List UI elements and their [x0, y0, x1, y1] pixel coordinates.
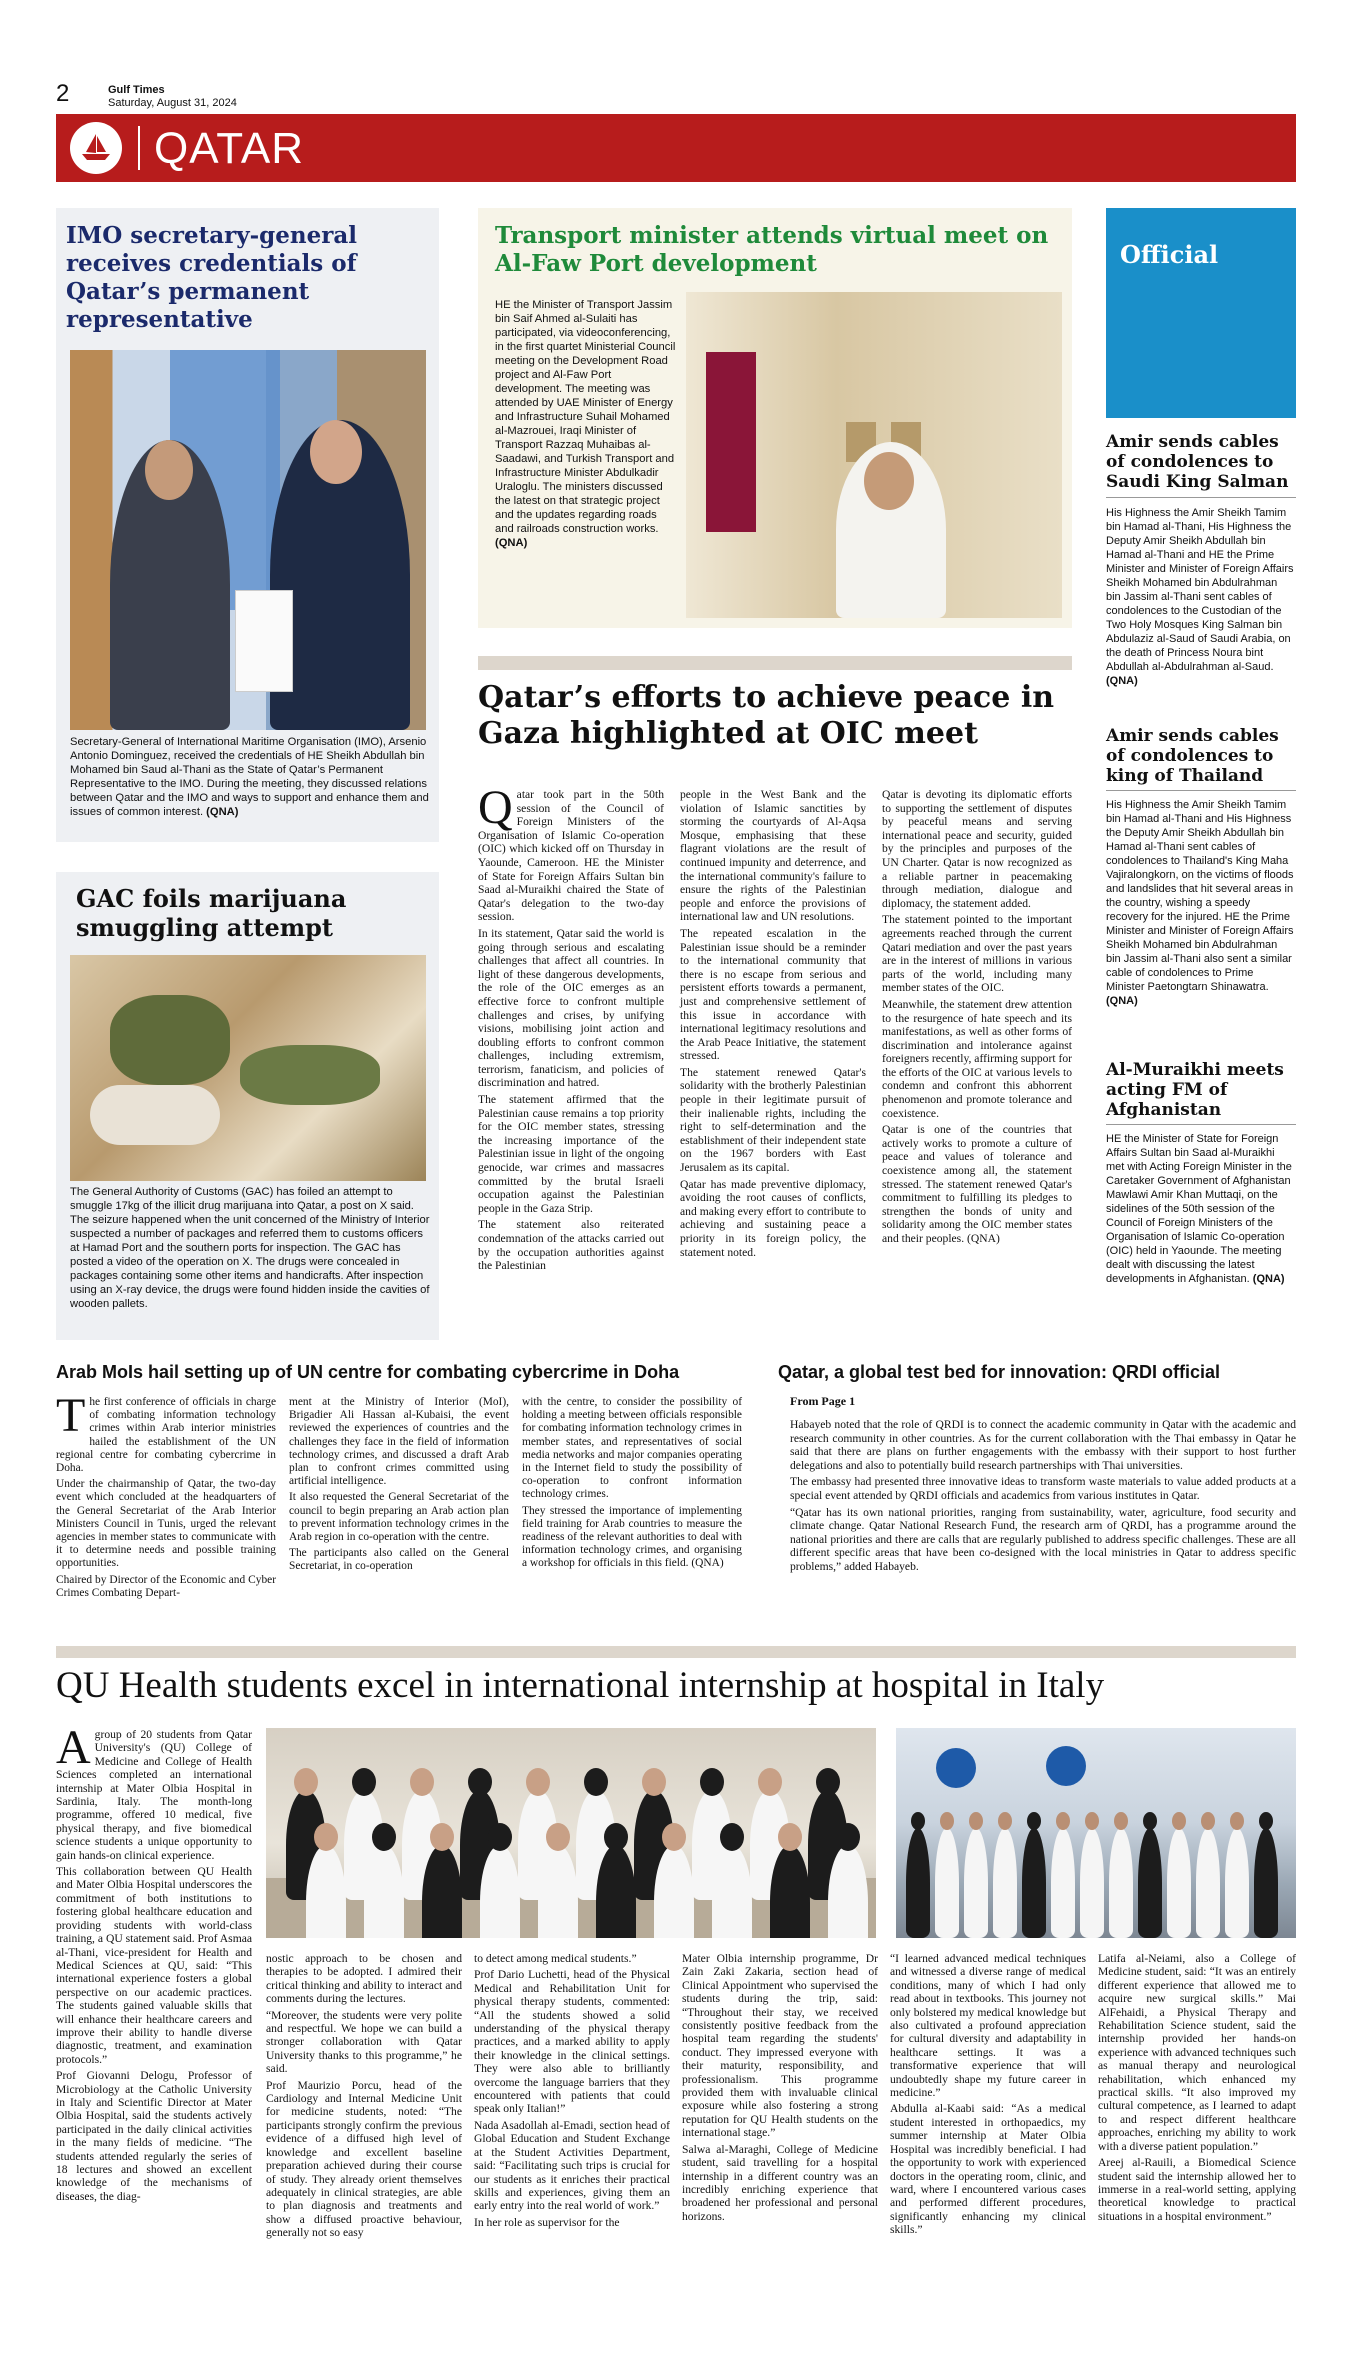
issue-date: Saturday, August 31, 2024 [108, 97, 237, 109]
student-figure [1051, 1828, 1075, 1938]
flag [706, 352, 756, 532]
student-head [1172, 1812, 1186, 1830]
student-figure [538, 1845, 578, 1938]
transport-photo [686, 292, 1062, 618]
official-item-2-headline: Amir sends cables of condolences to king of Thailand [1106, 726, 1279, 786]
transport-body: HE the Minister of Transport Jassim bin Saif Ahmed al-Sulaiti has participated, via videoconferencing, in the first quartet Ministerial Council meeting on the Development Road project and Al-Faw Port development. The meeting was attended by UAE Minister of Energy and Infrastructure Suhail Mohamed al-Mazrouei, Iraqi Minister of Transport Razzaq Muhaibas al-Saadawi, and Turkish Transport and Infrastructure Minister Abdulkadir Uraloglu. The ministers discussed the latest on that strategic project and the updates regarding roads and railroads construction works. (QNA) [495, 299, 676, 549]
section-banner [56, 114, 1296, 182]
official-label: Official [1120, 240, 1219, 269]
cyber-col-1: The first conference of officials in charge of combating information technology crimes within Arab interior ministries hailed the establishment of the UN regional centre for combating cybercrime in Doha. Under the chairmanship of Qatar, the two-day event which concluded at the headquarters of the General Secretariat of the Arab Interior Ministers Council in Tunis, urged the relevant agencies in member states to communicate with it to determine needs and possible training opportunities. Chaired by Director of the Economic and Cyber Crimes Combating Depart- [56, 1389, 276, 1599]
student-head [642, 1768, 666, 1796]
gaza-col-3: Qatar is devoting its diplomatic efforts to supporting the settlement of disputes by peaceful means and serving international peace and security, guided by the principles and purposes of the UN Charter. Qatar is now recognized as a reliable partner in peacemaking through mediation, dialogue and diplomacy, the statement added. The statement pointed to the important agreements reached through the current Qatari mediation and over the past years are in the interest of millions in various parts of the world, including many member states of the OIC. Meanwhile, the statement drew attention to the resurgence of hate speech and its manifestations, as well as other forms of discrimination and intolerance against foreigners recently, affirming support for the efforts of the OIC at various levels to condemn and confront this abhorrent phenomenon and promote tolerance and coexistence. Qatar is one of the countries that actively works to promote a culture of peace and values of tolerance and coexistence among all, the statement stressed. The statement renewed Qatar's commitment to fulfilling its pledges to strengthen the bonds of unity and solidarity among the OIC member states and their peoples. (QNA) [882, 788, 1072, 1245]
student-figure [906, 1828, 930, 1938]
student-head [314, 1823, 338, 1851]
student-head [430, 1823, 454, 1851]
qrdi-from-page: From Page 1 [790, 1394, 856, 1408]
qrdi-headline: Qatar, a global test bed for innovation: QRDI official [778, 1362, 1221, 1382]
student-figure [1225, 1828, 1249, 1938]
student-head [1143, 1812, 1157, 1830]
imo-headline: IMO secretary-general receives credentials of Qatar’s permanent representative [66, 222, 357, 333]
qu-group-photo [266, 1728, 876, 1938]
student-head [969, 1812, 983, 1830]
official-item-2-body: His Highness the Amir Sheikh Tamim bin Hamad al-Thani and His Highness the Deputy Amir Sheikh Abdullah bin Hamad al-Thani sent cables of condolences to Thailand's King Maha Vajiralongkorn, on the victims of floods and landslides that hit several areas in the country, wishing a speedy recovery for the injured. HE the Prime Minister and Minister of Foreign Affairs Sheikh Mohamed bin Abdulrahman bin Jassim al-Thani also sent a similar cable of condolences to Prime Minister Paetongtarn Shinawatra. (QNA) [1106, 799, 1294, 1007]
hospital-sign [936, 1748, 976, 1788]
student-head [1114, 1812, 1128, 1830]
student-head [720, 1823, 744, 1851]
student-head [526, 1768, 550, 1796]
official-item-3-body: HE the Minister of State for Foreign Affairs Sultan bin Saad al-Muraikhi met with Acting Foreign Minister in the Caretaker Government of Afghanistan Mawlawi Amir Khan Muttaqi, on the sidelines of the 50th session of the Council of Foreign Ministers of the Organisation of Islamic Co-operation (OIC) held in Yaounde. The meeting dealt with discussing the latest developments in Afghanistan. (QNA) [1106, 1133, 1292, 1285]
student-head [546, 1823, 570, 1851]
dhow-icon [70, 122, 122, 174]
transport-headline: Transport minister attends virtual meet on Al-Faw Port development [495, 222, 1049, 277]
student-head [816, 1768, 840, 1796]
section-title: QATAR [154, 124, 305, 173]
student-head [778, 1823, 802, 1851]
gaza-col-1: Qatar took part in the 50th session of the Council of Foreign Ministers of the Organisation of Islamic Co-operation (OIC) which kicked off on Thursday in Yaounde, Cameroon. HE the Minister of State for Foreign Affairs Sultan bin Saad al-Muraikhi chaired the State of Qatar's delegation to the two-day session. In its statement, Qatar said the world is going through serious and escalating challenges that affect all countries. In light of these dangerous developments, the role of the OIC emerges as an effective force to confront multiple challenges and crises, by unifying visions, mobilising joint action and doubling efforts to confront common challenges, including extremism, terrorism, fanaticism, and policies of discrimination and hatred. The statement affirmed that the Palestinian cause remains a top priority for the OIC member states, stressing the increasing importance of the Palestinian issue in light of the ongoing genocide, war crimes and massacres committed by the brutal Israeli occupation against the Palestinian people in the Gaza Strip. The statement also reiterated condemnation of the attacks carried out by the occupation authorities against the Palestinian [478, 781, 664, 1273]
credentials-document [235, 590, 293, 692]
official-item-1-body: His Highness the Amir Sheikh Tamim bin Hamad al-Thani, His Highness the Deputy Amir Sheikh Abdullah bin Hamad al-Thani and HE the Prime Minister and Minister of Foreign Affairs Sheikh Mohamed bin Abdulrahman bin Jassim al-Thani sent cables of condolences to the Custodian of the Two Holy Mosques King Salman bin Abdulaziz al-Saud of Saudi Arabia, on the death of Princess Noura bint Abdullah al-Abdulrahman al-Saud. (QNA) [1106, 507, 1294, 687]
student-head [604, 1823, 628, 1851]
student-head [1230, 1812, 1244, 1830]
student-head [1201, 1812, 1215, 1830]
qu-col-3: to detect among medical students.” Prof Dario Luchetti, head of the Physical Medical and Rehabilitation Unit for physical therapy students, commented: “All the students showed a solid understanding of the physical therapy practices, and a marked ability to apply their knowledge in the clinical settings. They were also able to brilliantly overcome the language barriers that they encountered with patients that could speak only Italian!” Nada Asadollah al-Emadi, section head of Global Education and Student Exchange at the Student Activities Department, said: “Facilitating such trips is crucial for our students as it enriches their practical skills and experiences, giving them an early entry into the real world of work.” In her role as supervisor for the [474, 1952, 670, 2229]
student-head [1085, 1812, 1099, 1830]
student-head [372, 1823, 396, 1851]
qu-col-5: “I learned advanced medical techniques and witnessed a diverse range of medical conditions, many of which I had only read about in textbooks. This journey not only bolstered my medical knowledge but also cultivated a profound appreciation for cultural diversity and adaptability in healthcare settings. It was a transformative experience that will undoubtedly shape my future career in medicine.” Abdulla al-Kaabi said: “As a medical student interested in orthopaedics, my summer internship at Mater Olbia Hospital was incredibly beneficial. I had the opportunity to work with experienced doctors in the operating room, clinic, and ward, where I encountered various cases and performed different procedures, significantly enhancing my clinical skills.” [890, 1952, 1086, 2237]
student-head [468, 1768, 492, 1796]
gaza-top-rule [478, 656, 1072, 670]
imo-photo [70, 350, 426, 730]
student-head [998, 1812, 1012, 1830]
official-item-1-headline: Amir sends cables of condolences to Saudi King Salman [1106, 432, 1289, 492]
student-figure [1080, 1828, 1104, 1938]
student-figure [1196, 1828, 1220, 1938]
qu-outdoor-photo [896, 1728, 1296, 1938]
student-figure [306, 1845, 346, 1938]
student-head [836, 1823, 860, 1851]
student-head [1259, 1812, 1273, 1830]
student-figure [596, 1845, 636, 1938]
student-head [584, 1768, 608, 1796]
student-head [410, 1768, 434, 1796]
student-head [1027, 1812, 1041, 1830]
student-head [662, 1823, 686, 1851]
student-figure [1254, 1828, 1278, 1938]
gloved-hand [90, 1085, 220, 1145]
student-figure [712, 1845, 752, 1938]
banner-divider [138, 126, 140, 170]
qu-top-rule [56, 1646, 1296, 1658]
student-figure [1022, 1828, 1046, 1938]
qu-headline: QU Health students excel in international internship at hospital in Italy [56, 1665, 1105, 1706]
qrdi-body: Habayeb noted that the role of QRDI is to connect the academic community in Qatar with the academic and research community in other countries. As for the current collaboration with the Thai embassy in Qatar he said that there are plans on further engagements with the embassy with their support to host further delegations and also to potentially build research partnerships with Thai universities. The embassy had presented three innovative ideas to transform waste materials to value added products at a special event attended by QRDI officials and academics from various institutes in Qatar. “Qatar has its own national priorities, ranging from sustainability, water, agriculture, food security and climate change. Qatar National Research Fund, the research arm of QRDI, has a programme around the national priorities and there are calls that are regularly published to address specific challenges. These are all different specific areas that have been co-designed with the local ministries in Qatar to address specific problems,” added Habayeb. [790, 1418, 1296, 1573]
cyber-headline: Arab MoIs hail setting up of UN centre for combating cybercrime in Doha [56, 1362, 680, 1382]
qu-col-4: Mater Olbia internship programme, Dr Zain Zaki Zakaria, section head of Clinical Appointment who supervised the students during the trip, said: “Throughout their stay, we received consistently positive feedback from the hospital team regarding the students' conduct. They impressed everyone with their maturity, responsibility, and professionalism. This programme provided them with invaluable clinical exposure while also fostering a strong reputation for QU Health students on the international stage.” Salwa al-Maraghi, College of Medicine student, said travelling for a hospital internship in a different country was an incredibly enriching experience that broadened her professional and personal horizons. [682, 1952, 878, 2223]
student-head [758, 1768, 782, 1796]
student-figure [1138, 1828, 1162, 1938]
student-figure [1167, 1828, 1191, 1938]
student-figure [993, 1828, 1017, 1938]
cyber-col-3: with the centre, to consider the possibility of holding a meeting between officials responsible for combating information technology crimes in member states, and representatives of social media networks and major companies operating in the Internet field to study the possibility of co-operation to confront information technology crimes. They stressed the importance of implementing field training for Arab countries to measure the readiness of the relevant authorities to deal with information technology crimes, and organising a workshop for officials in this field. (QNA) [522, 1396, 742, 1570]
gac-headline: GAC foils marijuana smuggling attempt [76, 884, 347, 942]
gac-photo [70, 955, 426, 1181]
student-figure [964, 1828, 988, 1938]
page-number: 2 [56, 80, 70, 107]
gaza-col-2: people in the West Bank and the violation of Islamic sanctities by storming the courtyards of Al-Aqsa Mosque, emphasising that these flagrant violations are the result of continued impunity and deterrence, and the international community's failure to ensure the rights of the Palestinian people and enforce the provisions of international law and UN resolutions. The repeated escalation in the Palestinian issue should be a reminder to the international community that there is no escape from serious and persistent efforts towards a permanent, just and comprehensive settlement of this issue in accordance with international legitimacy resolutions and the Arab Peace Initiative, the statement stressed. The statement renewed Qatar's solidarity with the brotherly Palestinian people in their legitimate pursuit of their inalienable rights, including the right to self-determination and the establishment of their independent state on the 1967 borders with East Jerusalem as its capital. Qatar has made preventive diplomacy, avoiding the root causes of conflicts, and making every effort to contribute to achieving and sustaining peace a priority in its foreign policy, the statement noted. [680, 788, 866, 1259]
student-figure [828, 1845, 868, 1938]
official-label-box [1106, 208, 1296, 418]
student-figure [422, 1845, 462, 1938]
paper-name: Gulf Times [108, 84, 165, 96]
student-figure [654, 1845, 694, 1938]
student-head [911, 1812, 925, 1830]
student-head [488, 1823, 512, 1851]
student-head [294, 1768, 318, 1796]
student-figure [935, 1828, 959, 1938]
student-head [940, 1812, 954, 1830]
student-head [1056, 1812, 1070, 1830]
student-figure [770, 1845, 810, 1938]
gulf-times-logo [70, 122, 122, 174]
imo-caption: Secretary-General of International Maritime Organisation (IMO), Arsenio Antonio Dominguez, received the credentials of HE Sheikh Abdullah bin Mohamed bin Saud al-Thani as the State of Qatar’s Permanent Representative to the IMO. During the meeting, they discussed relations between Qatar and the IMO and ways to support and enhance them and issues of common interest. (QNA) [70, 736, 429, 818]
student-head [352, 1768, 376, 1796]
student-figure [480, 1845, 520, 1938]
qu-col-1: Agroup of 20 students from Qatar University's (QU) College of Medicine and College of Health Sciences completed an international internship at Mater Olbia Hospital in Sardinia, Italy. The month-long programme, offered 10 medical, five physical therapy, and five biomedical science students a unique opportunity to gain hands-on clinical experience. This collaboration between QU Health and Mater Olbia Hospital underscores the commitment of both institutions to fostering global healthcare education and providing students with world-class training, a QU statement said. Prof Asmaa al-Thani, vice-president for Health and Medical Sciences at QU, said: “This international experience fosters a global perspective on our academic practices. The students gained valuable skills that will enhance their healthcare careers and improve their ability to handle diverse diagnostic, treatment, and examination protocols.” Prof Giovanni Delogu, Professor of Microbiology at the Catholic University in Italy and Scientific Director at Mater Olbia Hospital, said the students actively participated in the daily clinical activities in the many fields of medicine. “The students attended regularly the series of 18 lectures and showed an excellent knowledge of the mechanisms of diseases, the diag- [56, 1721, 252, 2203]
cyber-col-2: ment at the Ministry of Interior (MoI), Brigadier Ali Hassan al-Kubaisi, the event reviewed the experiences of countries and the challenges they face in the field of information technology crimes, and discussed a draft Arab plan to confront crimes committed using artificial intelligence. It also requested the General Secretariat of the council to begin preparing an Arab action plan to prevent information technology crimes in the Arab region in co-operation with the centre. The participants also called on the General Secretariat, in co-operation [289, 1396, 509, 1573]
student-figure [364, 1845, 404, 1938]
student-figure [1109, 1828, 1133, 1938]
qu-col-6: Latifa al-Neiami, also a College of Medicine student, said: “It was an entirely different experience that allowed me to acquire new surgical skills.” Mai AlFehaidi, a Physical Therapy and Rehabilitation Science student, said the internship provided her hands-on experience with advanced techniques such as manual therapy and neurological rehabilitation, which enhanced my practical skills. “It also improved my cultural competence, as I learned to adapt to and respect different healthcare approaches, enriching my ability to work with a diverse patient population.” Areej al-Rauili, a Biomedical Science student said the internship allowed her to immerse in a real-world setting, applying theoretical knowledge to practical situations in a hospital environment.” [1098, 1952, 1296, 2223]
official-item-3-headline: Al-Muraikhi meets acting FM of Afghanistan [1106, 1060, 1284, 1120]
gac-body: The General Authority of Customs (GAC) has foiled an attempt to smuggle 17kg of the illicit drug marijuana into Qatar, a post on X said. The seizure happened when the unit concerned of the Ministry of Interior suspected a number of packages and referred them to customs officers at Hamad Port and the southern ports for inspection. The GAC has posted a video of the operation on X. The drugs were concealed in packages containing some other items and handicrafts. After inspection using an X-ray device, the drugs were found hidden inside the cavities of wooden pallets. [70, 1186, 430, 1310]
qu-col-2: nostic approach to be chosen and therapies to be adopted. I admired their critical thinking and ability to interact and comments during the lectures. “Moreover, the students were very polite and respectful. We hope we can build a stronger collaboration with Qatar University thanks to this programme,” he said. Prof Maurizio Porcu, head of the Cardiology and Internal Medicine Unit for medicine students, noted: “The participants strongly confirm the previous evidence of a diffused high level of knowledge and excellent baseline preparation achieved during their course of study. They already orient themselves adequately in clinical strategies, are able to plan diagnosis and treatments and show a diffused proactive behaviour, generally not so easy [266, 1952, 462, 2240]
student-head [700, 1768, 724, 1796]
gaza-headline: Qatar’s efforts to achieve peace in Gaza highlighted at OIC meet [478, 680, 1055, 751]
